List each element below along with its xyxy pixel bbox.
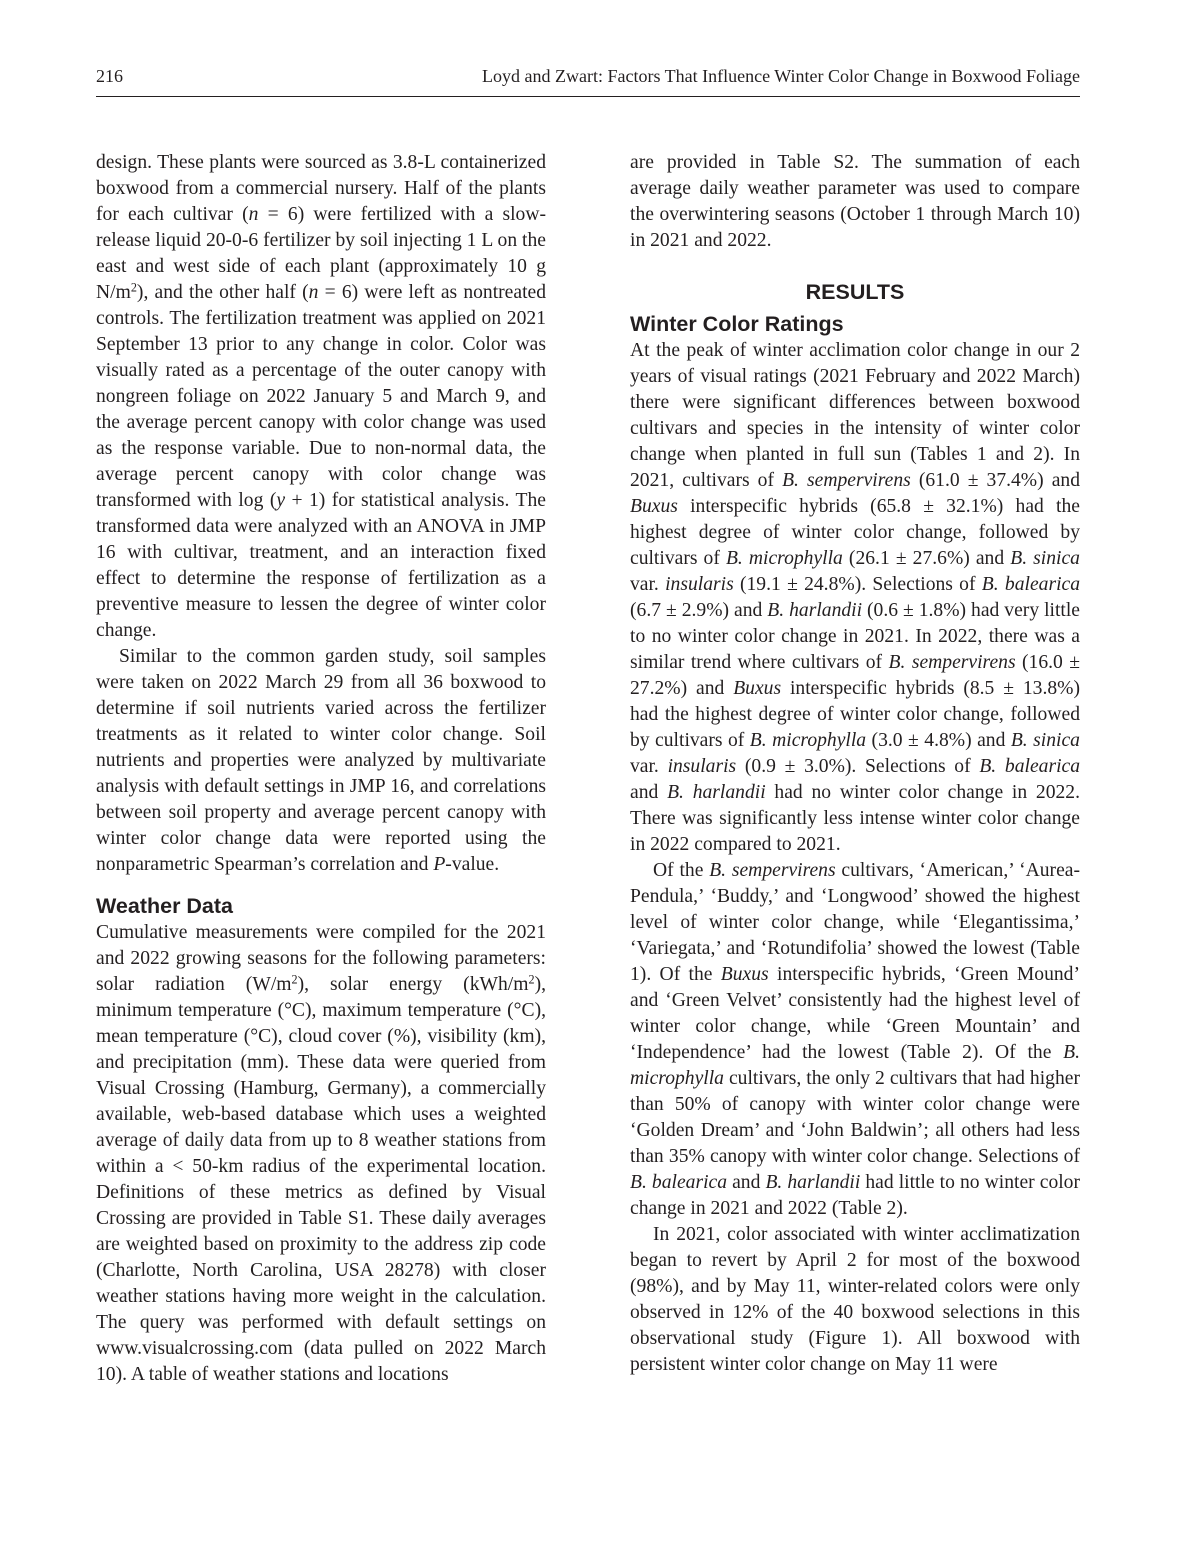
paragraph: Of the B. sempervirens cultivars, ‘American,’ ‘Aurea-Pendula,’ ‘Buddy,’ and ‘Longwood’ showed the highest level of winter color change, while ‘Elegantissima,’ ‘Variegata,’ and ‘Rotundifolia’ showed the lowest (Table 1). Of the Buxus interspecific hybrids, ‘Green Mound’ and ‘Green Velvet’ consistently had the highest level of winter color change, while ‘Green Mountain’ and ‘Independence’ had the lowest (Table 2). Of the B. microphylla cultivars, the only 2 cultivars that had higher than 50% of canopy with winter color change were ‘Golden Dream’ and ‘John Baldwin’; all others had less than 35% canopy with winter color change. Selections of B. balearica and B. harlandii had little to no winter color change in 2021 and 2022 (Table 2). xyxy=(630,860,1081,1219)
paragraph: are provided in Table S2. The summation of each average daily weather parameter was used to compare the overwintering seasons (October 1 through March 10) in 2021 and 2022. xyxy=(630,152,1080,251)
page-number: 216 xyxy=(96,66,123,86)
paragraph: Similar to the common garden study, soil samples were taken on 2022 March 29 from all 36 boxwood to determine if soil nutrients varied across the fertilizer treatments as it related to winter color change. Soil nutrients and properties were analyzed by multivariate analysis with default settings in JMP 16, and correlations between soil property and average percent canopy with winter color change data were reported using the nonparametric Spearman’s correlation and P-value. xyxy=(96,646,546,875)
paragraph: design. These plants were sourced as 3.8-L containerized boxwood from a commercial nursery. Half of the plants for each cultivar (n = 6) were fertilized with a slow-release liquid 20-0-6 fertilizer by soil injecting 1 L on the east and west side of each plant (approximately 10 g $N/m^2$), and the other half (n = 6) were left as nontreated controls. The fertilization treatment was applied on 2021 September 13 prior to any change in color. Color was visually rated as a percentage of the outer canopy with nongreen foliage on 2022 January 5 and March 9, and the average percent canopy with color change was used as the response variable. Due to non-normal data, the average percent canopy with color change was transformed with log (y + 1) for statistical analysis. The transformed data were analyzed with an ANOVA in JMP 16 with cultivar, treatment, and an interaction fixed effect to determine the response of fertilization as a preventive measure to lessen the degree of winter color change. xyxy=(96,152,547,641)
right-column xyxy=(630,150,1080,1378)
section-heading-weather-data: Weather Data xyxy=(96,894,234,918)
left-column xyxy=(96,150,546,1388)
running-header xyxy=(96,66,1080,97)
paragraph: In 2021, color associated with winter acclimatization began to revert by April 2 for most of the boxwood (98%), and by May 11, winter-related colors were only observed in 12% of the 40 boxwood selections in this observational study (Figure 1). All boxwood with persistent winter color change on May 11 were xyxy=(630,1224,1080,1375)
paragraph: Cumulative measurements were compiled for the 2021 and 2022 growing seasons for the following parameters: solar radiation $(W/m^2)$, solar energy $(kWh/m^2)$, minimum temperature (°C), maximum temperature (°C), mean temperature (°C), cloud cover (%), visibility (km), and precipitation (mm). These data were queried from Visual Crossing (Hamburg, Germany), a commercially available, web-based database which uses a weighted average of daily data from up to 8 weather stations from within a < 50-km radius of the experimental location. Definitions of these metrics as defined by Visual Crossing are provided in Table S1. These daily averages are weighted based on proximity to the address zip code (Charlotte, North Carolina, USA 28278) with closer weather stations having more weight in the calculation. The query was performed with default settings on www.visualcrossing.com (data pulled on 2022 March 10). A table of weather stations and locations xyxy=(96,922,546,1385)
section-heading-results: RESULTS xyxy=(805,280,905,304)
section-heading-winter-color-ratings: Winter Color Ratings xyxy=(630,312,844,336)
paragraph: At the peak of winter acclimation color change in our 2 years of visual ratings (2021 February and 2022 March) there were significant differences between boxwood cultivars and species in the intensity of winter color change when planted in full sun (Tables 1 and 2). In 2021, cultivars of B. sempervirens (61.0 ± 37.4%) and Buxus interspecific hybrids (65.8 ± 32.1%) had the highest degree of winter color change, followed by cultivars of B. microphylla (26.1 ± 27.6%) and B. sinica var. insularis (19.1 ± 24.8%). Selections of B. balearica (6.7 ± 2.9%) and B. harlandii (0.6 ± 1.8%) had very little to no winter color change in 2021. In 2022, there was a similar trend where cultivars of B. sempervirens (16.0 ± 27.2%) and Buxus interspecific hybrids (8.5 ± 13.8%) had the highest degree of winter color change, followed by cultivars of B. microphylla (3.0 ± 4.8%) and B. sinica var. insularis (0.9 ± 3.0%). Selections of B. balearica and B. harlandii had no winter color change in 2022. There was significantly less intense winter color change in 2022 compared to 2021. xyxy=(630,340,1081,855)
running-title: Loyd and Zwart: Factors That Influence Winter Color Change in Boxwood Foliage xyxy=(482,66,1080,86)
